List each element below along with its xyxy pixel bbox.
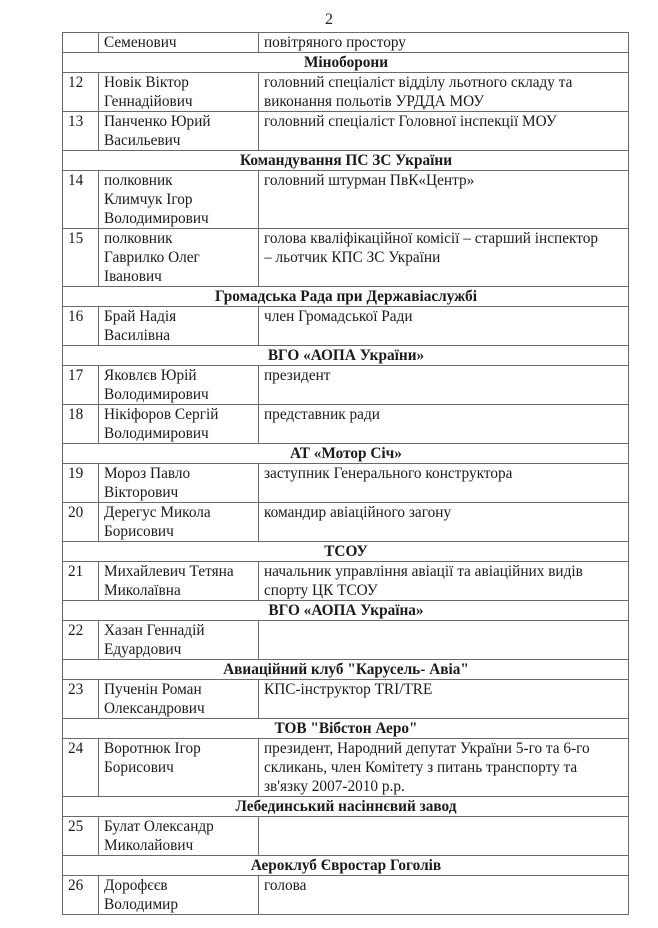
section-title: Лебединський насіннєвий завод [63,797,629,817]
person-name [99,621,259,660]
table-row [63,562,629,601]
person-role-line: президент, Народний депутат України 5-го та 6-го [264,740,590,757]
person-role-line: заступник Генерального конструктора [264,465,513,482]
person-name-line: Борисович [104,759,174,776]
person-name-line: Дерегус Микола [104,504,211,521]
person-name-line: Володимир [104,896,178,913]
table-row [63,680,629,719]
person-role [259,73,629,112]
section-header-row [63,660,629,680]
person-name [99,112,259,151]
person-name-line: Панченко Юрий [104,113,211,130]
person-role [259,739,629,797]
person-name [99,405,259,444]
person-name [99,503,259,542]
roster-table [62,32,629,915]
person-role [259,876,629,915]
person-role-line: головний спеціаліст Головної інспекції МОУ [264,113,557,130]
row-number: 25 [63,817,99,856]
table-row [63,464,629,503]
table-row [63,307,629,346]
person-name-line: Яковлєв Юрій [104,367,197,384]
person-role: повітряного простору [259,33,629,53]
row-number: 20 [63,503,99,542]
table-row [63,405,629,444]
section-title: Міноборони [63,53,629,73]
person-name [99,739,259,797]
person-role [259,229,629,287]
person-name-line: Іванович [104,268,162,285]
person-role-line: спорту ЦК ТСОУ [264,582,378,599]
row-number: 23 [63,680,99,719]
person-role-line: представник ради [264,406,380,423]
table-row [63,366,629,405]
person-name-line: Нікіфоров Сергій [104,406,219,423]
person-name-line: полковник [104,230,173,247]
row-number: 17 [63,366,99,405]
person-name-line: Брай Надія [104,308,177,325]
person-name-line: Новік Віктор [104,74,189,91]
person-name-line: Олександрович [104,700,205,717]
person-name-line: Борисович [104,523,174,540]
person-name-line: Мороз Павло [104,465,191,482]
person-name-line: Васильевич [104,132,181,149]
section-header-row [63,444,629,464]
person-role [259,621,629,660]
row-number: 18 [63,405,99,444]
person-name-line: Климчук Ігор [104,191,193,208]
person-role-line: голова кваліфікаційної комісії – старший інспектор [264,230,599,247]
section-title: Громадська Рада при Державіаслужбі [63,287,629,307]
row-number: 22 [63,621,99,660]
table-row [63,73,629,112]
person-name [99,876,259,915]
row-number: 21 [63,562,99,601]
person-role-line: скликань, член Комітету з питань транспорту та [264,759,578,776]
row-number: 19 [63,464,99,503]
person-role [259,307,629,346]
section-header-row [63,797,629,817]
table-row [63,739,629,797]
person-name-line: Миколаївна [104,582,181,599]
row-number: 16 [63,307,99,346]
section-header-row [63,542,629,562]
person-name [99,307,259,346]
person-name-line: Володимирович [104,386,209,403]
table-row [63,621,629,660]
section-title: ВГО «АОПА України» [63,346,629,366]
person-name [99,680,259,719]
person-role [259,112,629,151]
section-header-row [63,53,629,73]
person-name-line: Булат Олександр [104,818,214,835]
section-header-row [63,719,629,739]
table-row [63,112,629,151]
person-name [99,464,259,503]
person-role [259,562,629,601]
section-title: ТСОУ [63,542,629,562]
person-role-line: член Громадської Ради [264,308,413,325]
person-name-line: полковник [104,172,173,189]
row-number: 13 [63,112,99,151]
person-role-line: виконання польотів УРДДА МОУ [264,93,485,110]
person-role [259,405,629,444]
section-title: АТ «Мотор Січ» [63,444,629,464]
section-header-row [63,346,629,366]
row-number: 15 [63,229,99,287]
person-role [259,680,629,719]
person-name: Семенович [99,33,259,53]
section-header-row [63,601,629,621]
person-role-line: КПС-інструктор TRI/TRE [264,681,433,698]
person-name [99,229,259,287]
section-title: Командування ПС ЗС України [63,151,629,171]
row-number: 24 [63,739,99,797]
person-role-line: голова [264,877,307,894]
section-title: ТОВ "Вібстон Аеро" [63,719,629,739]
table-row [63,503,629,542]
row-number: 26 [63,876,99,915]
person-name [99,366,259,405]
section-header-row [63,856,629,876]
person-name-line: Василівна [104,327,171,344]
person-name-line: Хазан Геннадій [104,622,205,639]
person-role [259,503,629,542]
person-name-line: Володимирович [104,425,209,442]
person-name [99,171,259,229]
person-role-line: командир авіаційного загону [264,504,452,521]
person-role-line: президент [264,367,331,384]
person-role-line: зв'язку 2007-2010 р.р. [264,778,405,795]
page-number: 2 [325,11,333,28]
section-title: Аероклуб Євростар Гоголів [63,856,629,876]
row-number [63,33,99,53]
table-row [63,876,629,915]
person-name-line: Воротнюк Ігор [104,740,201,757]
person-name-line: Дорофєєв [104,877,168,894]
person-name-line: Едуардович [104,641,182,658]
person-name-line: Миколайович [104,837,194,854]
table-row [63,817,629,856]
table-row [63,171,629,229]
section-title: ВГО «АОПА Україна» [63,601,629,621]
continuation-row [63,33,629,53]
person-role [259,171,629,229]
person-name-line: Пученін Роман [104,681,202,698]
person-name [99,817,259,856]
person-name [99,73,259,112]
section-title: Авиаційний клуб "Карусель- Авіа" [63,660,629,680]
row-number: 12 [63,73,99,112]
person-name-line: Володимирович [104,210,209,227]
row-number: 14 [63,171,99,229]
person-name-line: Геннадійович [104,93,193,110]
section-header-row [63,151,629,171]
person-role-line: головний штурман ПвК«Центр» [264,172,475,189]
person-role-line: начальник управління авіації та авіаційних видів [264,563,583,580]
person-name [99,562,259,601]
section-header-row [63,287,629,307]
person-name-line: Вікторович [104,484,179,501]
person-name-line: Михайлевич Тетяна [104,563,234,580]
person-role-line: – льотчик КПС ЗС України [264,249,441,266]
person-role [259,817,629,856]
person-role [259,366,629,405]
table-row [63,229,629,287]
person-name-line: Гаврилко Олег [104,249,200,266]
person-role-line: головний спеціаліст відділу льотного складу та [264,74,573,91]
person-role [259,464,629,503]
